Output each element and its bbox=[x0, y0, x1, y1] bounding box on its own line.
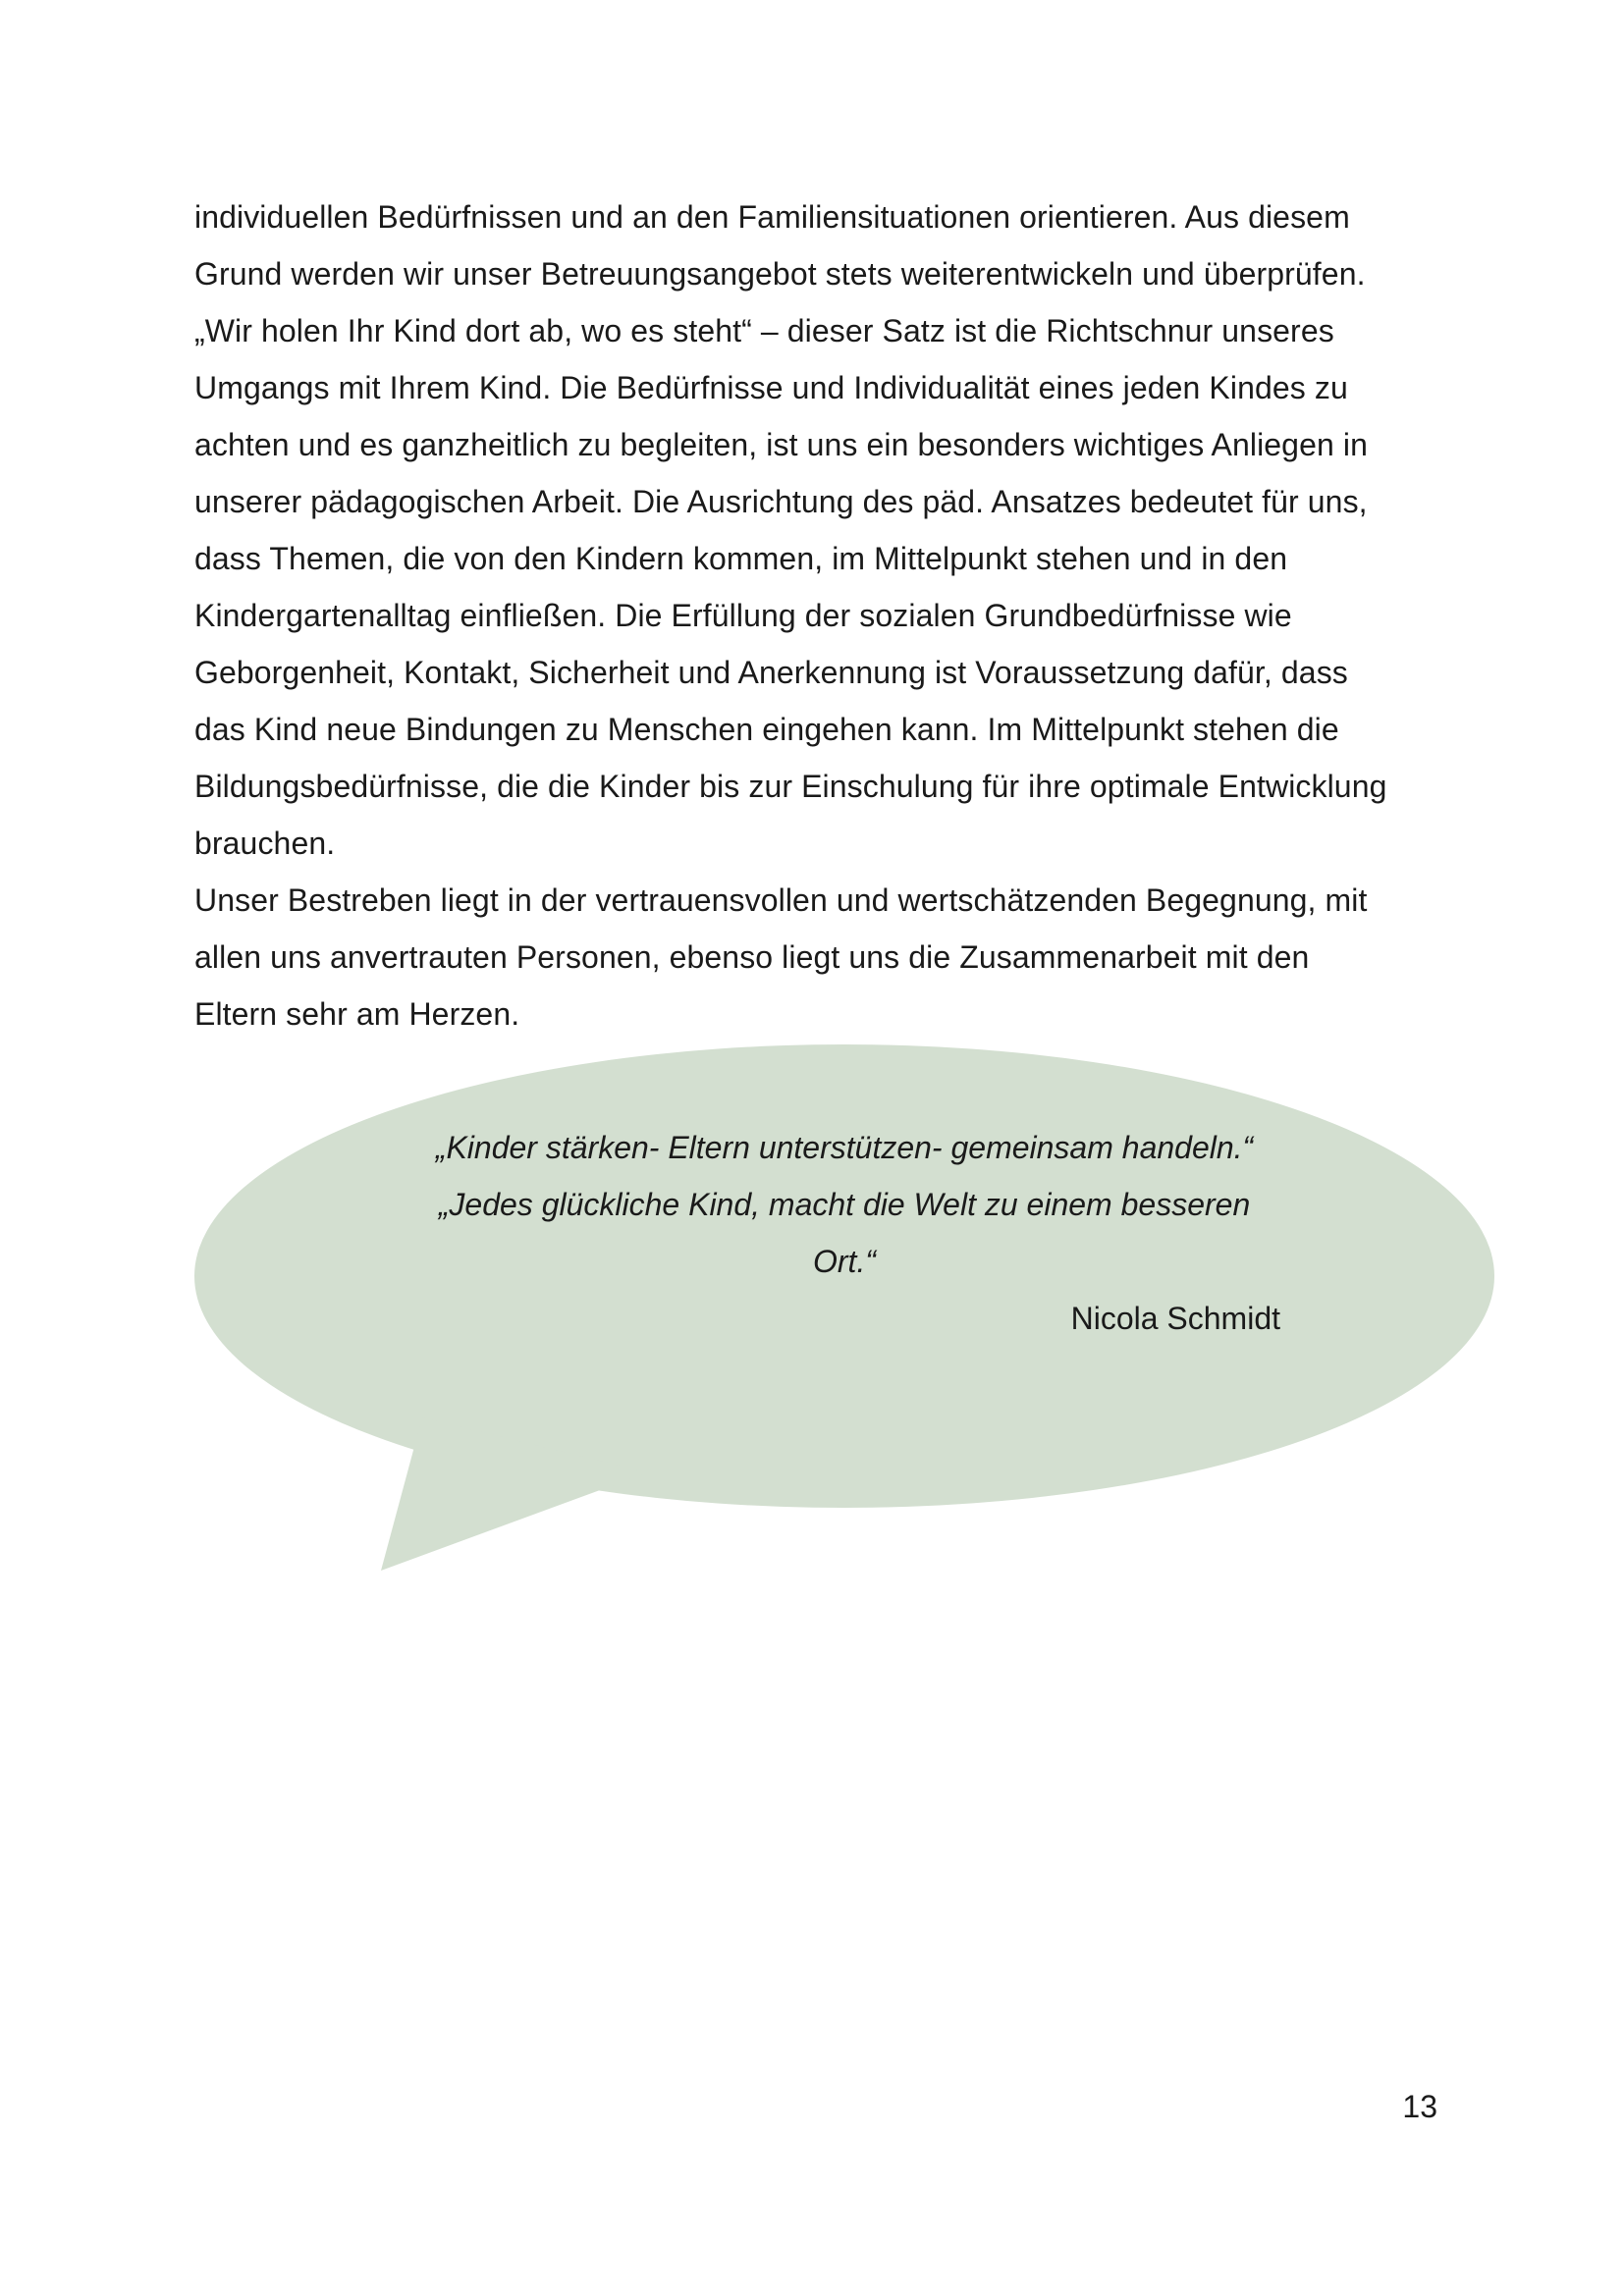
body-line: Geborgenheit, Kontakt, Sicherheit und Anerkennung ist Voraussetzung dafür, dass bbox=[194, 655, 1348, 690]
body-line: Unser Bestreben liegt in der vertrauensvollen und wertschätzenden Begegnung, mit bbox=[194, 882, 1368, 918]
body-paragraph bbox=[194, 188, 1451, 1042]
quote-author: Nicola Schmidt bbox=[1070, 1301, 1280, 1336]
body-line: „Wir holen Ihr Kind dort ab, wo es steht“ – dieser Satz ist die Richtschnur unseres bbox=[194, 313, 1334, 348]
quote-line: „Jedes glückliche Kind, macht die Welt zu einem besseren bbox=[438, 1187, 1251, 1222]
body-line: individuellen Bedürfnissen und an den Familiensituationen orientieren. Aus diesem bbox=[194, 199, 1350, 235]
body-line: Eltern sehr am Herzen. bbox=[194, 996, 520, 1032]
page-number: 13 bbox=[1402, 2089, 1437, 2124]
body-line: achten und es ganzheitlich zu begleiten, ist uns ein besonders wichtiges Anliegen in bbox=[194, 427, 1368, 462]
body-line: Bildungsbedürfnisse, die die Kinder bis zur Einschulung für ihre optimale Entwicklung bbox=[194, 769, 1387, 804]
body-line: brauchen. bbox=[194, 826, 336, 861]
body-line: Kindergartenalltag einfließen. Die Erfüllung der sozialen Grundbedürfnisse wie bbox=[194, 598, 1292, 633]
quote-line: Ort.“ bbox=[813, 1244, 876, 1279]
quote bbox=[373, 1119, 1316, 1290]
body-line: Umgangs mit Ihrem Kind. Die Bedürfnisse und Individualität eines jeden Kindes zu bbox=[194, 370, 1348, 405]
body-line: dass Themen, die von den Kindern kommen, im Mittelpunkt stehen und in den bbox=[194, 541, 1288, 576]
body-line: unserer pädagogischen Arbeit. Die Ausrichtung des päd. Ansatzes bedeutet für uns, bbox=[194, 484, 1368, 519]
body-line: das Kind neue Bindungen zu Menschen eingehen kann. Im Mittelpunkt stehen die bbox=[194, 712, 1339, 747]
quote-line: „Kinder stärken- Eltern unterstützen- gemeinsam handeln.“ bbox=[435, 1130, 1254, 1165]
body-line: Grund werden wir unser Betreuungsangebot stets weiterentwickeln und überprüfen. bbox=[194, 256, 1366, 292]
body-line: allen uns anvertrauten Personen, ebenso liegt uns die Zusammenarbeit mit den bbox=[194, 939, 1310, 975]
